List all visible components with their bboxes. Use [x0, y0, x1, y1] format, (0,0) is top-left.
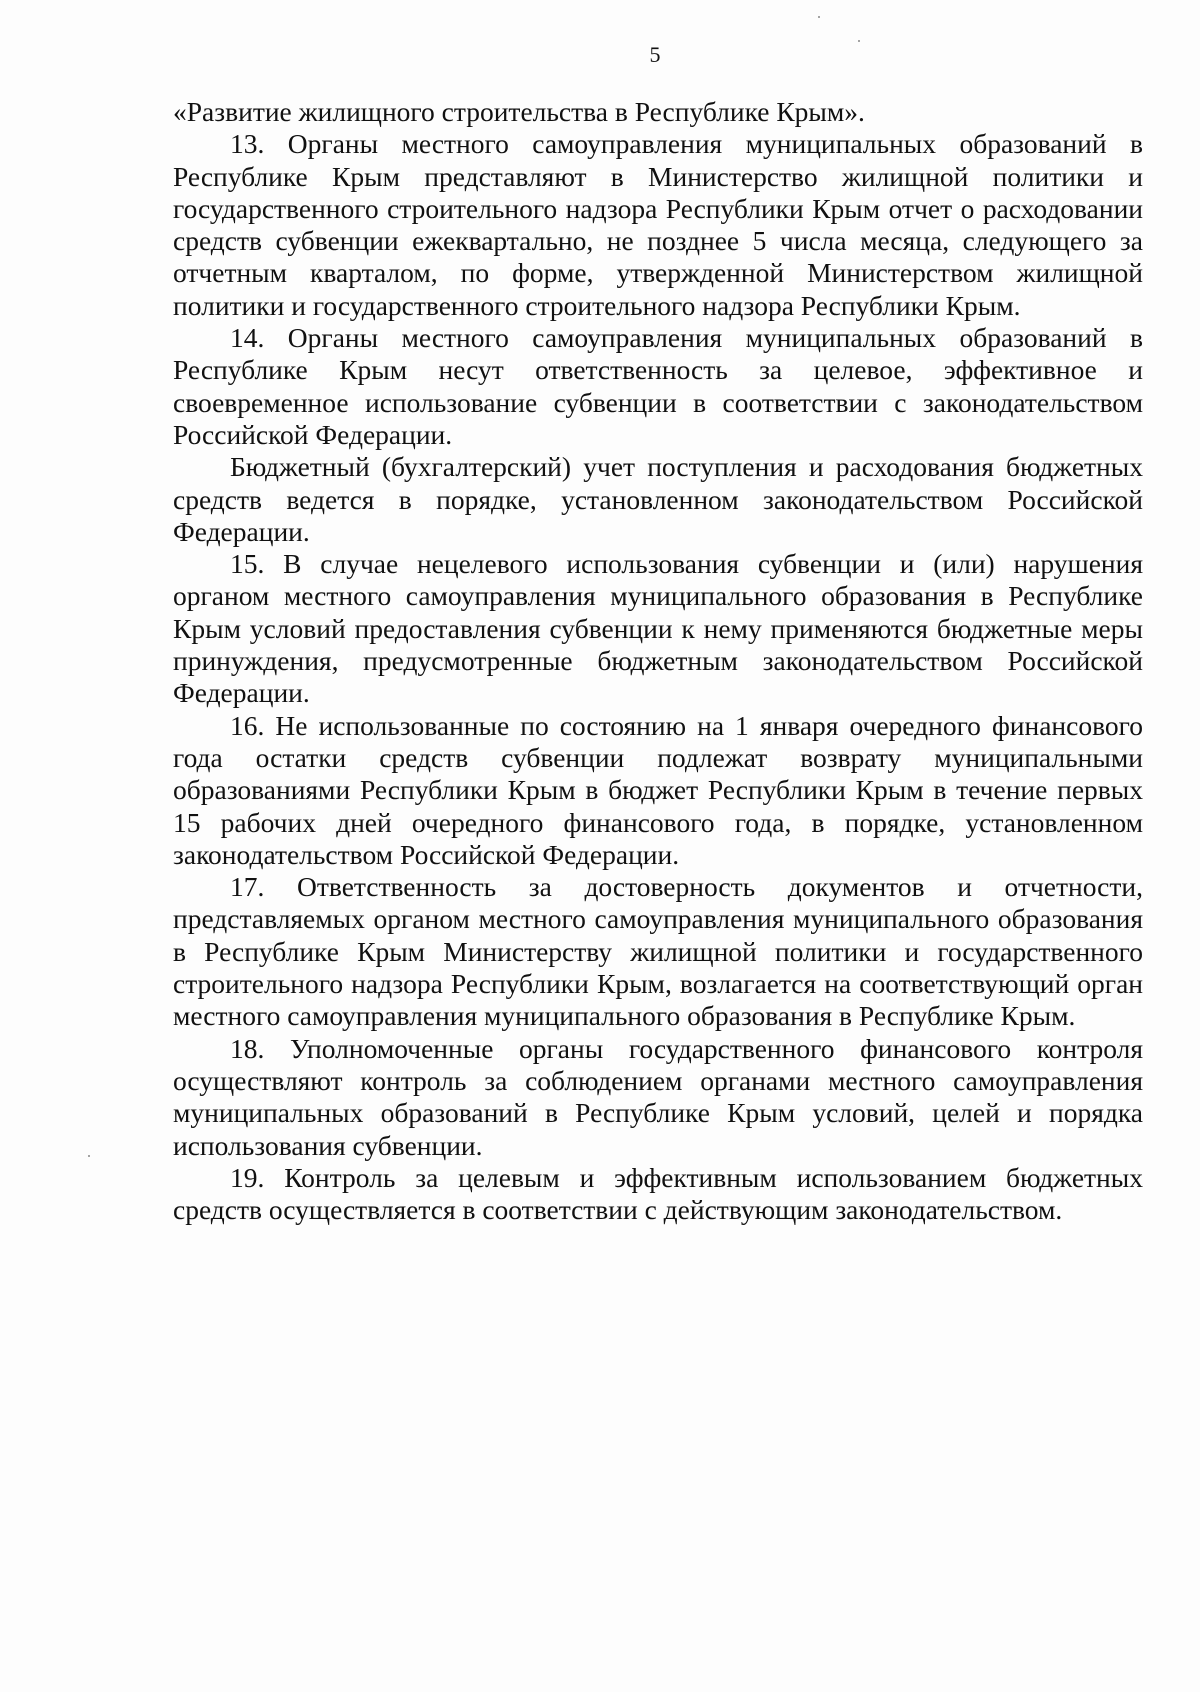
paragraph-19: 19. Контроль за целевым и эффективным использованием бюджетных средств осуществляется в соответствии с действующим законодательством.	[173, 1161, 1143, 1226]
paragraph-13: 13. Органы местного самоуправления муниципальных образований в Республике Крым представляют в Министерство жилищной политики и государственного строительного надзора Республики Крым отчет о расходовании средств субвенции ежеквартально, не позднее 5 числа месяца, следующего за отчетным кварталом, по форме, утвержденной Министерством жилищной политики и государственного строительного надзора Республики Крым.	[173, 128, 1143, 321]
scan-speck	[858, 40, 860, 42]
scan-speck	[818, 16, 820, 18]
paragraph-17: 17. Ответственность за достоверность документов и отчетности, представляемых органом местного самоуправления муниципального образования в Республике Крым Министерству жилищной политики и государственного строительного надзора Республики Крым, возлагается на соответствующий орган местного самоуправления муниципального образования в Республике Крым.	[173, 871, 1143, 1032]
paragraph-accounting: Бюджетный (бухгалтерский) учет поступления и расходования бюджетных средств ведется в порядке, установленном законодательством Российской Федерации.	[173, 451, 1143, 547]
document-body	[173, 96, 1143, 1226]
page-number: 5	[649, 42, 661, 67]
scan-speck	[88, 1155, 90, 1157]
paragraph-15: 15. В случае нецелевого использования субвенции и (или) нарушения органом местного самоуправления муниципального образования в Республике Крым условий предоставления субвенции к нему применяются бюджетные меры принуждения, предусмотренные бюджетным законодательством Российской Федерации.	[173, 548, 1143, 709]
paragraph-14: 14. Органы местного самоуправления муниципальных образований в Республике Крым несут ответственность за целевое, эффективное и своевременное использование субвенции в соответствии с законодательством Российской Федерации.	[173, 322, 1143, 450]
paragraph-16: 16. Не использованные по состоянию на 1 января очередного финансового года остатки средств субвенции подлежат возврату муниципальными образованиями Республики Крым в бюджет Республики Крым в течение первых 15 рабочих дней очередного финансового года, в порядке, установленном законодательством Российской Федерации.	[173, 709, 1143, 870]
paragraph-continuation: «Развитие жилищного строительства в Республике Крым».	[173, 96, 865, 127]
paragraph-18: 18. Уполномоченные органы государственного финансового контроля осуществляют контроль за соблюдением органами местного самоуправления муниципальных образований в Республике Крым условий, целей и порядка использования субвенции.	[173, 1032, 1143, 1161]
